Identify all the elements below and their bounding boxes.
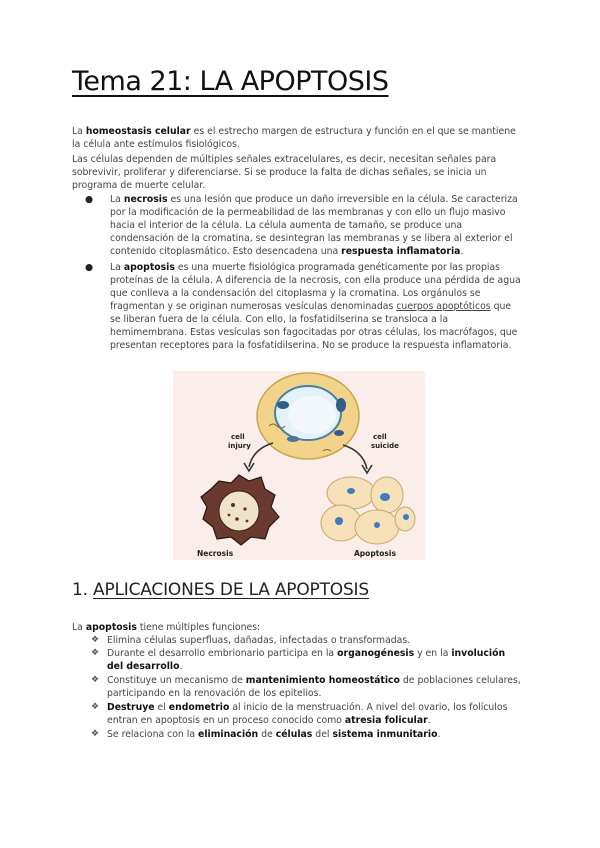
section-lead: La apoptosis tiene múltiples funciones:: [72, 622, 261, 633]
label-cell-suicide: cell: [373, 433, 387, 441]
list-item: ❖ Se relaciona con la eliminación de células del sistema inmunitario.: [91, 729, 441, 740]
bullet-dot-icon: ●: [85, 194, 94, 205]
label-cell-injury: cell: [231, 433, 245, 441]
organelle: [334, 430, 344, 436]
list-item: ❖ Constituye un mecanismo de mantenimiento homeostático de poblaciones celulares, participando en la renovación de los epitelios.: [91, 675, 521, 699]
diamond-bullet-icon: ❖: [91, 729, 100, 739]
list-item: ❖ Elimina células superfluas, dañadas, infectadas o transformadas.: [91, 635, 411, 646]
nucleus-inner: [288, 396, 336, 434]
intro-paragraph-1: La homeostasis celular es el estrecho margen de estructura y función en el que se mantiene la célula ante estímulos fisiológicos.: [72, 126, 516, 150]
bullet-dot-icon: ●: [85, 262, 94, 273]
section-heading-aplicaciones: 1. APLICACIONES DE LA APOPTOSIS: [72, 580, 369, 600]
label-necrosis: Necrosis: [197, 549, 234, 558]
intro-paragraph-2: Las células dependen de múltiples señales extracelulares, es decir, necesitan señales para sobrevivir, proliferar y diferenciarse. Si se produce la falta de dichas señales, se inicia un programa de muerte celular.: [72, 154, 497, 191]
diamond-bullet-icon: ❖: [91, 635, 100, 645]
page-title: Tema 21: LA APOPTOSIS: [72, 66, 389, 97]
organelle: [277, 401, 289, 409]
term-homeostasis: homeostasis celular: [85, 126, 191, 137]
list-item: ❖ Destruye el endometrio al inicio de la menstruación. A nivel del ovario, los folículos entran en apoptosis en un proceso conocido como atresia folicular.: [91, 702, 508, 726]
diamond-bullet-icon: ❖: [91, 648, 100, 658]
organelle: [336, 398, 346, 412]
label-cell-suicide: suicide: [371, 442, 399, 450]
bullet-necrosis: ● La necrosis es una lesión que produce un daño irreversible en la célula. Se caracteriza por la modificación de la permeabilidad de las membranas y con ello un flujo masivo hacia el interior de la célula. La célula aumenta de tamaño, se produce una condensación de la cromatina, se desintegran las membranas y se libera al exterior el contenido citoplasmático. Esto desencadena una respuesta inflamatoria.: [85, 194, 518, 257]
label-cell-injury: injury: [228, 442, 251, 450]
bullet-apoptosis: ● La apoptosis es una muerte fisiológica programada genéticamente por las propias proteínas de la célula. A diferencia de la necrosis, con ella produce una pérdida de agua que conlleva a la condensación del citoplasma y la cromatina. Los orgánulos se fragmentan y se originan numerosas vesículas denominadas cuerpos apoptóticos que se liberan fuera de la célula. Con ello, la fosfatidilserina se transloca a la hemimembrana. Estas vesículas son fagocitadas por otras células, los macrófagos, que presentan receptores para la fosfatidilserina. No se produce la respuesta inflamatoria.: [85, 262, 521, 351]
label-apoptosis: Apoptosis: [354, 549, 396, 558]
list-item: ❖ Durante el desarrollo embrionario participa en la organogénesis y en la involución del desarrollo.: [91, 648, 506, 672]
apoptosis-necrosis-figure: [173, 371, 425, 560]
organelle: [287, 436, 299, 442]
diamond-bullet-icon: ❖: [91, 675, 100, 685]
diamond-bullet-icon: ❖: [91, 702, 100, 712]
